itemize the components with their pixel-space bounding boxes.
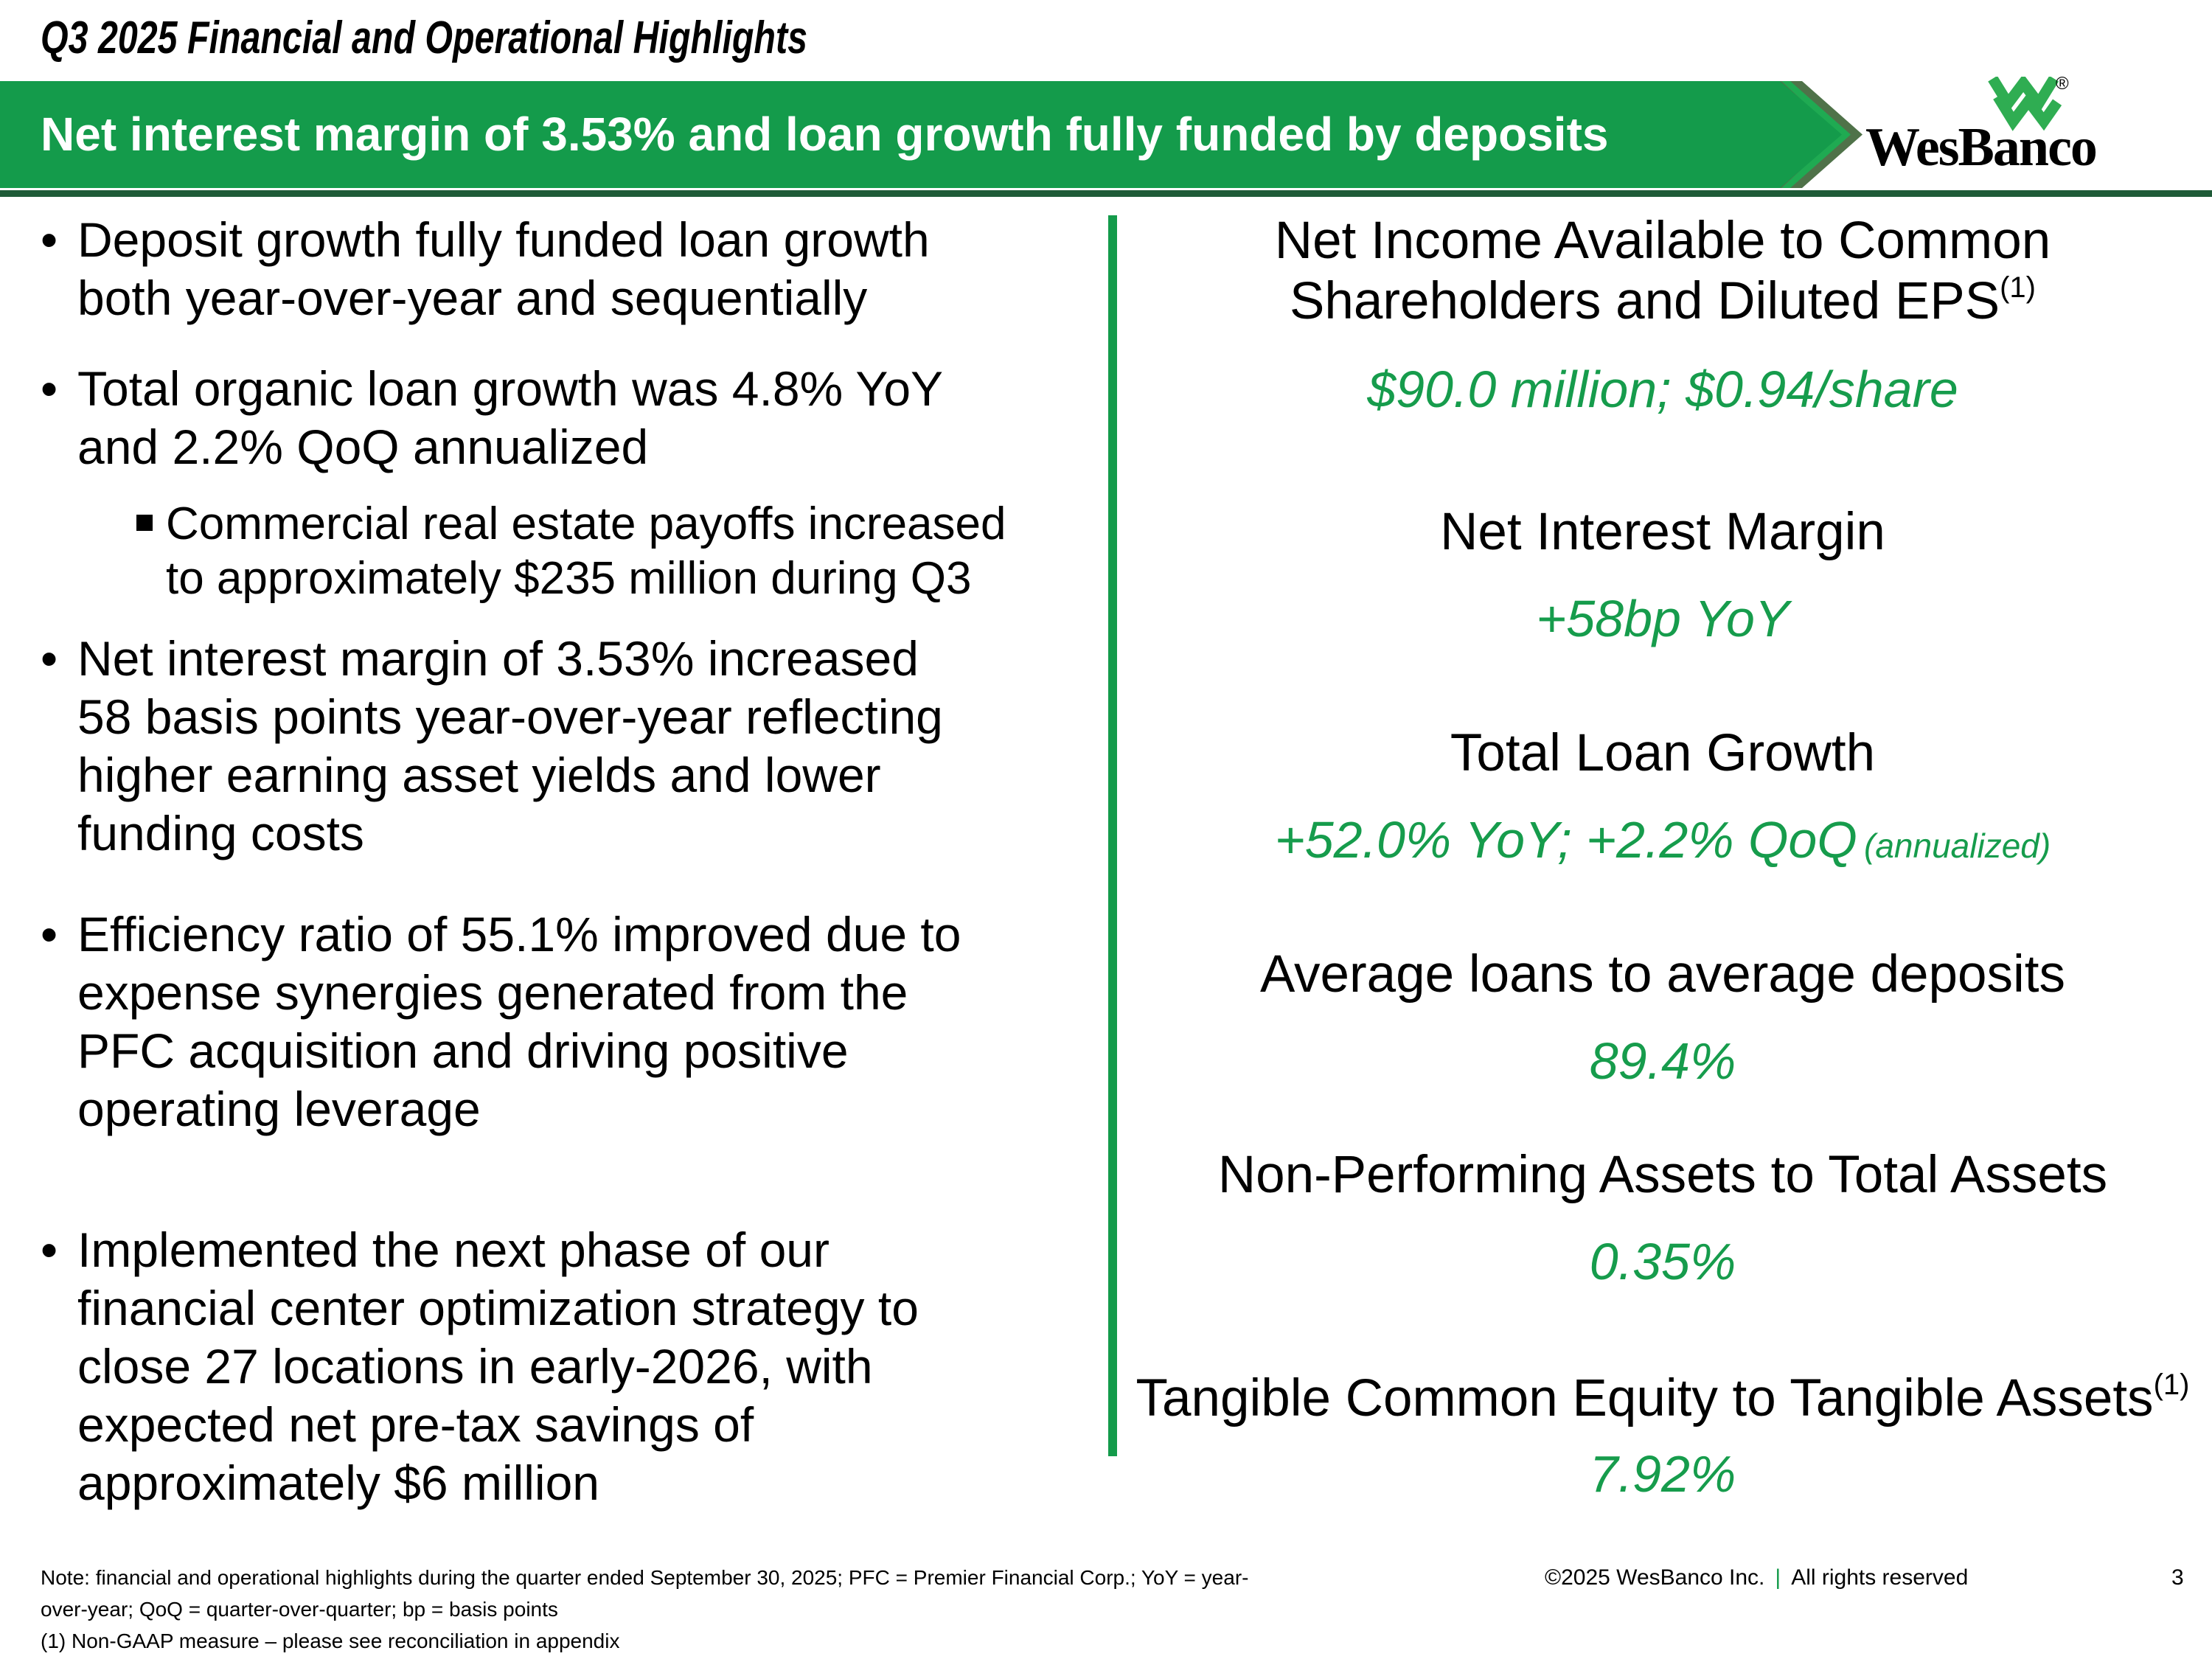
metric-value-text: +58bp YoY [1536, 590, 1790, 647]
banner-headline: Net interest margin of 3.53% and loan growth fully funded by deposits [41, 108, 1609, 161]
page-number: 3 [2171, 1565, 2184, 1590]
bullet-text-line: expected net pre-tax savings of [77, 1397, 754, 1452]
bullet-dot-icon: • [41, 907, 58, 961]
sub-bullet-item [136, 497, 1006, 606]
bullet-item [41, 630, 943, 863]
metric-value-text: $90.0 million; $0.94/share [1367, 361, 1958, 418]
metric-heading-line: Net Interest Margin [1440, 503, 1885, 561]
metric-heading [1128, 502, 2197, 563]
metric-heading [1128, 723, 2197, 784]
bullet-text-line: financial center optimization strategy to [77, 1281, 919, 1335]
bullet-item [41, 1221, 919, 1512]
bullet-text-line: 58 basis points year-over-year reflecting [77, 689, 943, 744]
metric-value [1128, 1232, 2197, 1291]
bullet-text-line: funding costs [77, 806, 364, 860]
footnote-line: (1) Non-GAAP measure – please see reconciliation in appendix [41, 1630, 620, 1652]
bullet-text-line: Commercial real estate payoffs increased [166, 498, 1006, 549]
metric-value-note: (annualized) [1857, 827, 2051, 865]
bullet-text-line: and 2.2% QoQ annualized [77, 420, 649, 474]
metric-heading [1128, 1368, 2197, 1429]
copyright-text: ©2025 WesBanco Inc. [1545, 1565, 1765, 1590]
metric-heading-line: Net Income Available to Common [1274, 212, 2051, 270]
bullet-dot-icon: • [41, 631, 58, 686]
metric-heading-line: Total Loan Growth [1450, 724, 1876, 782]
bullet-text [77, 360, 943, 476]
metric-heading [1128, 945, 2197, 1005]
footnote [41, 1562, 1248, 1657]
bullet-item [41, 905, 961, 1138]
bullet-dot-icon: • [41, 361, 58, 416]
rights-text: All rights reserved [1791, 1565, 1969, 1590]
metric-heading [1128, 1145, 2197, 1206]
bullet-text [77, 905, 961, 1138]
footnote-line: over-year; QoQ = quarter-over-quarter; bp = basis points [41, 1598, 558, 1621]
bullet-text-line: Total organic loan growth was 4.8% YoY [77, 361, 944, 416]
bullet-dot-icon: • [41, 1222, 58, 1277]
bullet-item [41, 211, 930, 327]
metric-value-text: +52.0% YoY; +2.2% QoQ [1274, 811, 1857, 869]
wesbanco-wordmark: WesBanco [1865, 117, 2096, 178]
metric-heading-line: Tangible Common Equity to Tangible Assets$^{(1)}$ [1135, 1368, 2190, 1427]
metric-value-text: 0.35% [1589, 1233, 1736, 1290]
bullet-text-line: higher earning asset yields and lower [77, 748, 881, 802]
bullet-text-line: to approximately $235 million during Q3 [166, 553, 972, 604]
bullet-text [166, 497, 1006, 606]
bullet-text-line: Implemented the next phase of our [77, 1222, 830, 1277]
bullet-text [77, 630, 943, 863]
registered-trademark-icon: ® [2056, 74, 2069, 94]
bullet-text-line: close 27 locations in early-2026, with [77, 1339, 873, 1394]
bullet-text-line: expense synergies generated from the [77, 965, 908, 1020]
bullet-text-line: PFC acquisition and driving positive [77, 1023, 849, 1078]
bullet-text [77, 211, 930, 327]
metric-heading [1128, 211, 2197, 332]
bullet-dot-icon: • [41, 212, 58, 267]
metric-heading-line: Non-Performing Assets to Total Assets [1217, 1146, 2108, 1204]
copyright-separator: | [1775, 1565, 1781, 1590]
footnote-line: Note: financial and operational highlights during the quarter ended September 30, 2025; PFC = Premier Financial Corp.; YoY = year- [41, 1566, 1249, 1589]
metric-heading-line: Shareholders and Diluted EPS$^{(1)}$ [1290, 271, 2036, 330]
footnote-marker: (1) [2153, 1368, 2190, 1402]
column-divider [1108, 215, 1117, 1456]
bullet-item [41, 360, 943, 476]
bullet-square-icon [136, 515, 153, 531]
metric-value [1128, 589, 2197, 648]
metrics-panel [1128, 0, 2197, 1659]
metric-value [1128, 360, 2197, 419]
metric-heading-line: Average loans to average deposits [1259, 945, 2066, 1004]
bullet-text-line: both year-over-year and sequentially [77, 271, 868, 325]
bullet-text-line: Deposit growth fully funded loan growth [77, 212, 930, 267]
metric-value-text: 7.92% [1589, 1445, 1736, 1503]
bullet-text-line: Efficiency ratio of 55.1% improved due to [77, 907, 961, 961]
bullet-text-line: Net interest margin of 3.53% increased [77, 631, 919, 686]
slide-title: Q3 2025 Financial and Operational Highlights [41, 13, 807, 63]
bullet-text-line: operating leverage [77, 1082, 481, 1136]
metric-value-text: 89.4% [1589, 1032, 1736, 1090]
metric-value [1128, 1032, 2197, 1091]
metric-value [1128, 810, 2197, 875]
bullet-text [77, 1221, 919, 1512]
bullet-text-line: approximately $6 million [77, 1455, 599, 1510]
copyright-line [1545, 1562, 1968, 1593]
metric-value [1128, 1444, 2197, 1503]
footnote-marker: (1) [2000, 271, 2036, 305]
